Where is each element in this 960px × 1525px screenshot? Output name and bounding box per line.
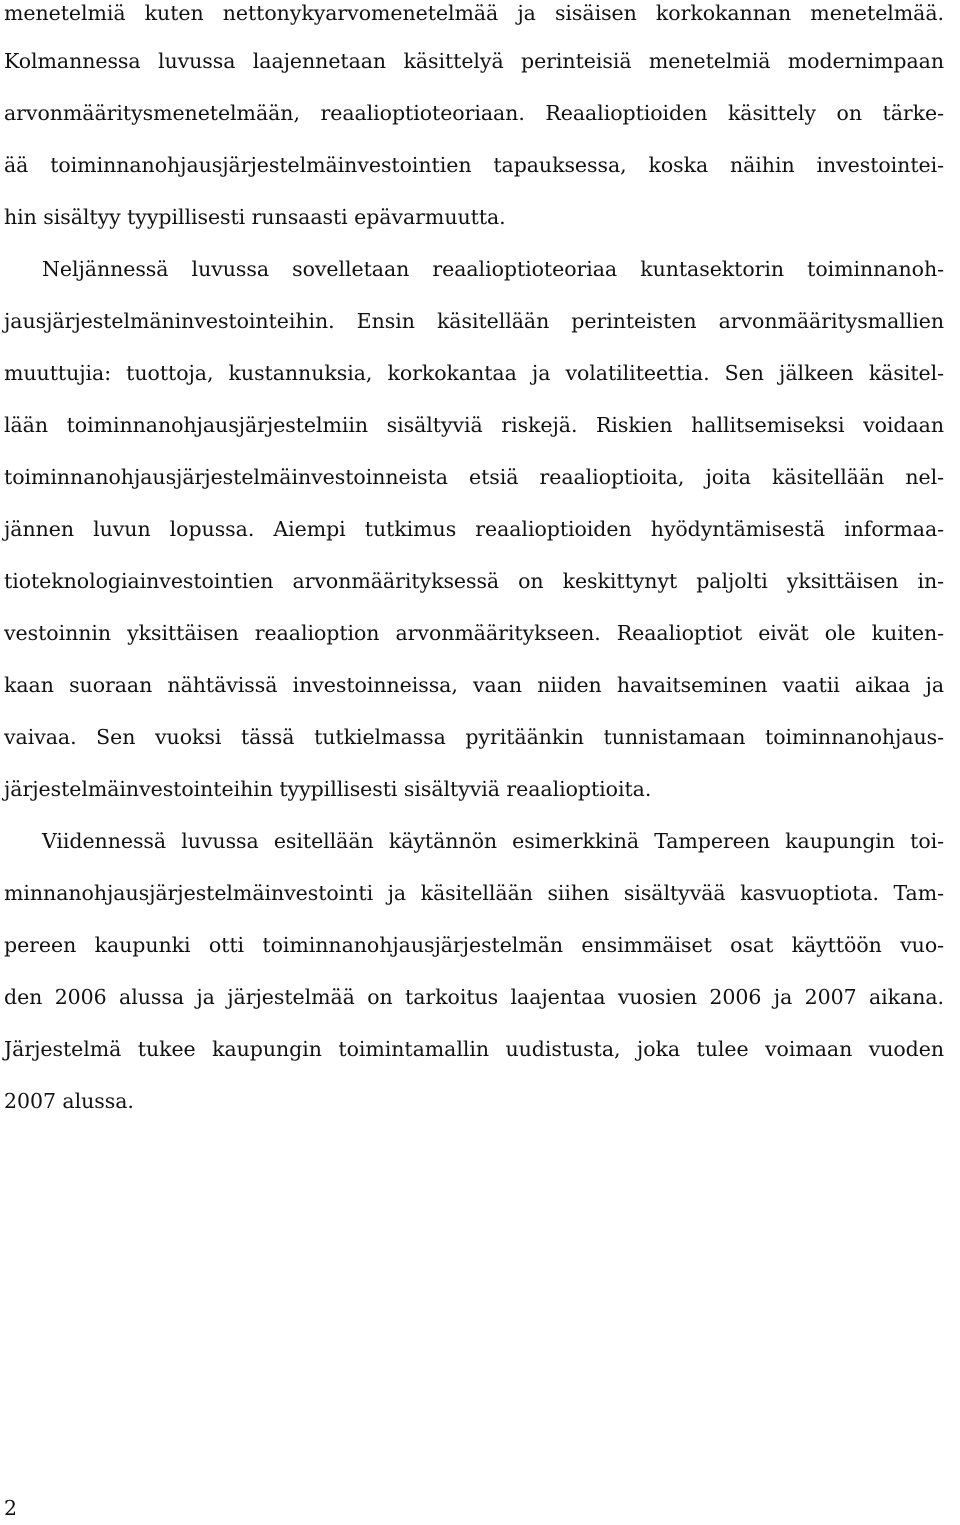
text-line: menetelmiä kuten nettonykyarvomenetelmää ja sisäisen korkokannan menetelmää. (4, 1, 944, 25)
page-number: 2 (4, 1496, 18, 1520)
text-line (4, 100, 944, 126)
text-line: den 2006 alussa ja järjestelmää on tarkoitus laajentaa vuosien 2006 ja 2007 aikana. (4, 985, 944, 1009)
text-line: vaivaa. Sen vuoksi tässä tutkielmassa pyritäänkin tunnistamaan toiminnanohjaus- (4, 725, 944, 749)
text-line: tioteknologiainvestointien arvonmäärityksessä on keskittynyt paljolti yksittäisen in- (4, 569, 944, 593)
text-line-inner: arvonmääritysmenetelmään, reaalioptioteoriaan. Reaalioptioiden käsittely on tärke- (4, 101, 944, 125)
text-line: toiminnanohjausjärjestelmäinvestoinneista etsiä reaalioptioita, joita käsitellään nel- (4, 465, 944, 489)
text-line: lään toiminnanohjausjärjestelmiin sisältyviä riskejä. Riskien hallitsemiseksi voidaan (4, 413, 944, 437)
text-line: muuttujia: tuottoja, kustannuksia, korkokantaa ja volatiliteettia. Sen jälkeen käsitel- (4, 361, 944, 385)
text-line: pereen kaupunki otti toiminnanohjausjärjestelmän ensimmäiset osat käyttöön vuo- (4, 933, 944, 957)
text-line: ää toiminnanohjausjärjestelmäinvestointien tapauksessa, koska näihin investointei- (4, 153, 944, 177)
text-line: järjestelmäinvestointeihin tyypillisesti sisältyviä reaalioptioita. (4, 777, 652, 801)
text-line: kaan suoraan nähtävissä investoinneissa, vaan niiden havaitseminen vaatii aikaa ja (4, 673, 944, 697)
text-line: jännen luvun lopussa. Aiempi tutkimus reaalioptioiden hyödyntämisestä informaa- (4, 517, 944, 541)
text-line: hin sisältyy tyypillisesti runsaasti epävarmuutta. (4, 205, 506, 229)
text-line: minnanohjausjärjestelmäinvestointi ja käsitellään siihen sisältyvää kasvuoptiota. Tam- (4, 881, 944, 905)
text-line: vestoinnin yksittäisen reaalioption arvonmääritykseen. Reaalioptiot eivät ole kuiten- (4, 621, 944, 645)
text-line: Järjestelmä tukee kaupungin toimintamallin uudistusta, joka tulee voimaan vuoden (4, 1037, 944, 1061)
text-line: 2007 alussa. (4, 1089, 134, 1113)
text-line: Viidennessä luvussa esitellään käytännön esimerkkinä Tampereen kaupungin toi- (42, 829, 944, 853)
text-line: Kolmannessa luvussa laajennetaan käsittelyä perinteisiä menetelmiä modernimpaan (4, 49, 944, 73)
text-line: jausjärjestelmäninvestointeihin. Ensin käsitellään perinteisten arvonmääritysmallien (4, 309, 944, 333)
text-line: Neljännessä luvussa sovelletaan reaalioptioteoriaa kuntasektorin toiminnanoh- (42, 257, 944, 281)
